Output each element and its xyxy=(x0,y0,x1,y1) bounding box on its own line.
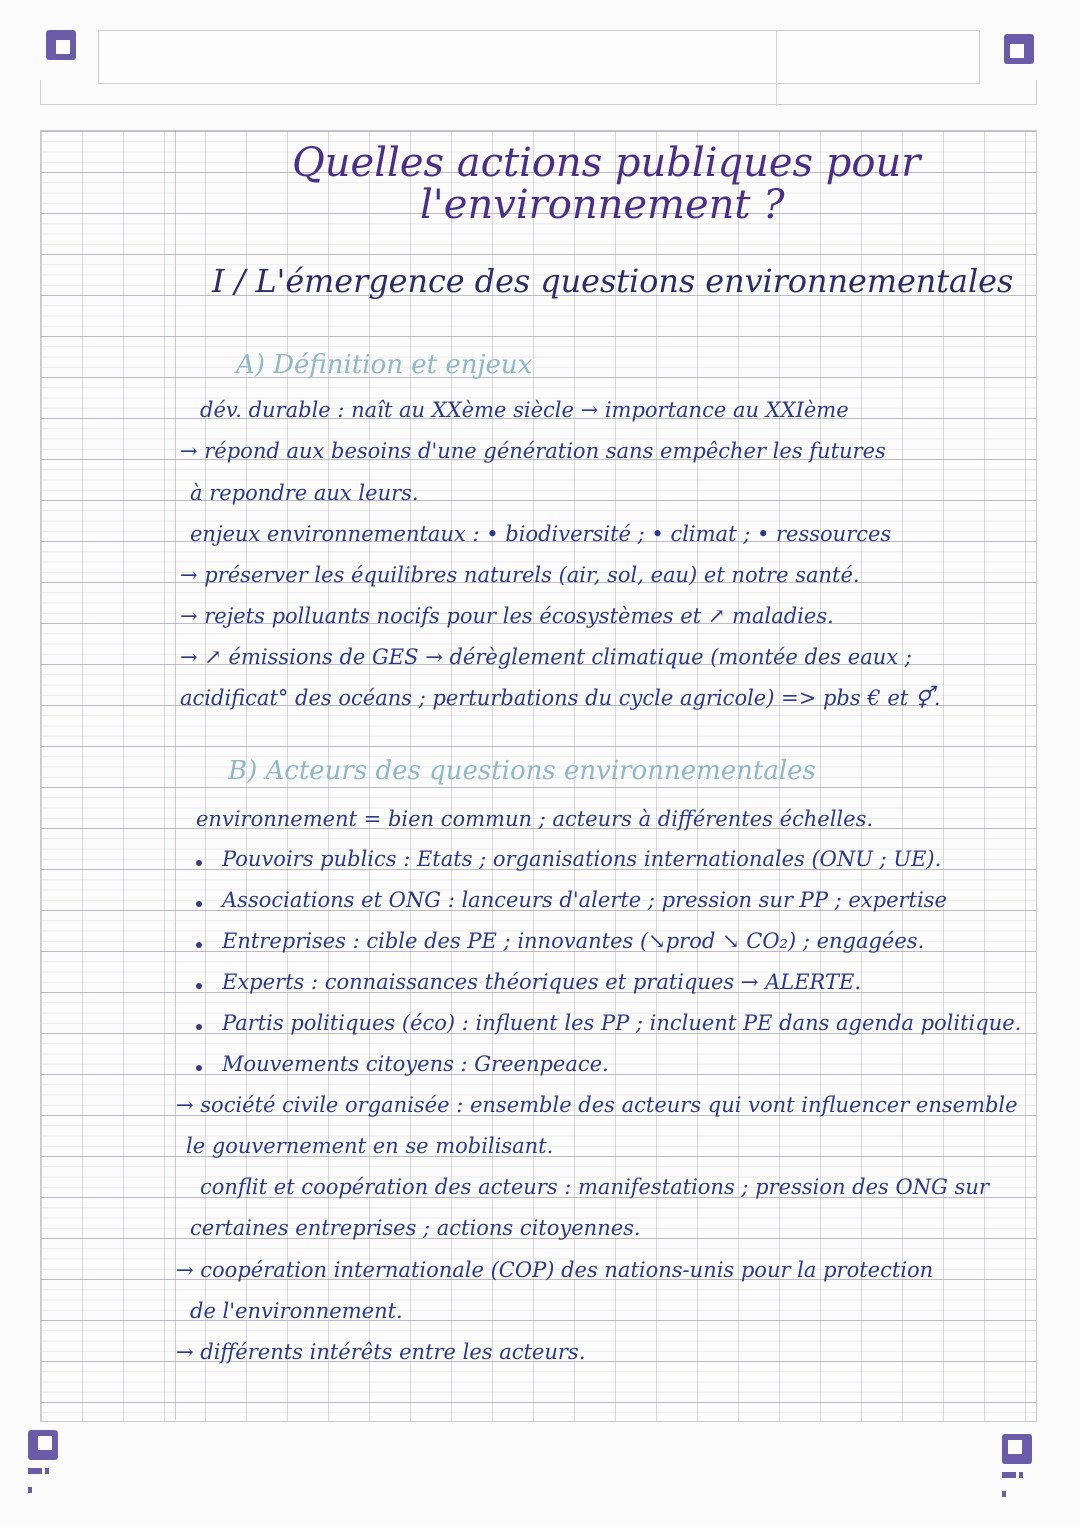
text-line: → différents intérêts entre les acteurs. xyxy=(176,1340,586,1364)
bullet-item: Mouvements citoyens : Greenpeace. xyxy=(222,1052,609,1076)
header-strip xyxy=(40,80,1037,105)
text-line: de l'environnement. xyxy=(190,1299,403,1323)
corner-mark-bottom-left xyxy=(28,1430,58,1460)
bullet-item: Partis politiques (éco) : influent les PP ; incluent PE dans agenda politique. xyxy=(222,1011,1022,1035)
text-line: dév. durable : naît au XXème siècle → importance au XXIème xyxy=(200,398,849,422)
text-line: → répond aux besoins d'une génération sans empêcher les futures xyxy=(180,439,886,463)
title-line-2: l'environnement ? xyxy=(420,182,785,228)
text-line: enjeux environnementaux : • biodiversité ; • climat ; • ressources xyxy=(190,522,892,546)
text-line: certaines entreprises ; actions citoyennes. xyxy=(190,1216,641,1240)
text-line: → préserver les équilibres naturels (air, sol, eau) et notre santé. xyxy=(180,563,860,587)
margin-line xyxy=(175,130,176,1420)
corner-dots-bottom-left xyxy=(28,1468,58,1474)
bullet-item: Pouvoirs publics : Etats ; organisations internationales (ONU ; UE). xyxy=(222,847,942,871)
section-heading: I / L'émergence des questions environnementales xyxy=(212,262,1014,300)
text-line: environnement = bien commun ; acteurs à différentes échelles. xyxy=(196,807,874,831)
text-line: conflit et coopération des acteurs : manifestations ; pression des ONG sur xyxy=(200,1175,989,1199)
header-divider xyxy=(776,30,777,106)
corner-dots-bottom-right xyxy=(1002,1472,1032,1478)
bullet-dot xyxy=(196,1065,202,1071)
bullet-dot xyxy=(196,901,202,907)
corner-mark-top-left xyxy=(46,30,76,60)
corner-mark-top-right xyxy=(1004,34,1034,64)
text-line: le gouvernement en se mobilisant. xyxy=(186,1134,554,1158)
bullet-dot xyxy=(196,942,202,948)
bullet-dot xyxy=(196,860,202,866)
bullet-dot xyxy=(196,983,202,989)
subsection-b-heading: B) Acteurs des questions environnementales xyxy=(228,756,816,786)
bullet-item: Experts : connaissances théoriques et pratiques → ALERTE. xyxy=(222,970,862,994)
header-box xyxy=(98,30,980,84)
text-line: à repondre aux leurs. xyxy=(190,481,419,505)
bullet-dot xyxy=(196,1024,202,1030)
text-line: → coopération internationale (COP) des nations-unis pour la protection xyxy=(176,1258,934,1282)
subsection-a-heading: A) Définition et enjeux xyxy=(236,350,533,380)
title-line-1: Quelles actions publiques pour xyxy=(292,140,921,186)
corner-mark-bottom-right xyxy=(1002,1434,1032,1464)
text-line: → société civile organisée : ensemble des acteurs qui vont influencer ensemble xyxy=(176,1093,1018,1117)
text-line: → ↗ émissions de GES → dérèglement climatique (montée des eaux ; xyxy=(180,645,912,669)
bullet-item: Entreprises : cible des PE ; innovantes (↘prod ↘ CO₂) ; engagées. xyxy=(222,929,925,953)
text-line: → rejets polluants nocifs pour les écosystèmes et ↗ maladies. xyxy=(180,604,834,628)
bullet-item: Associations et ONG : lanceurs d'alerte ; pression sur PP ; expertise xyxy=(222,888,947,912)
text-line: acidificat° des océans ; perturbations du cycle agricole) => pbs € et ⚥. xyxy=(180,686,941,710)
